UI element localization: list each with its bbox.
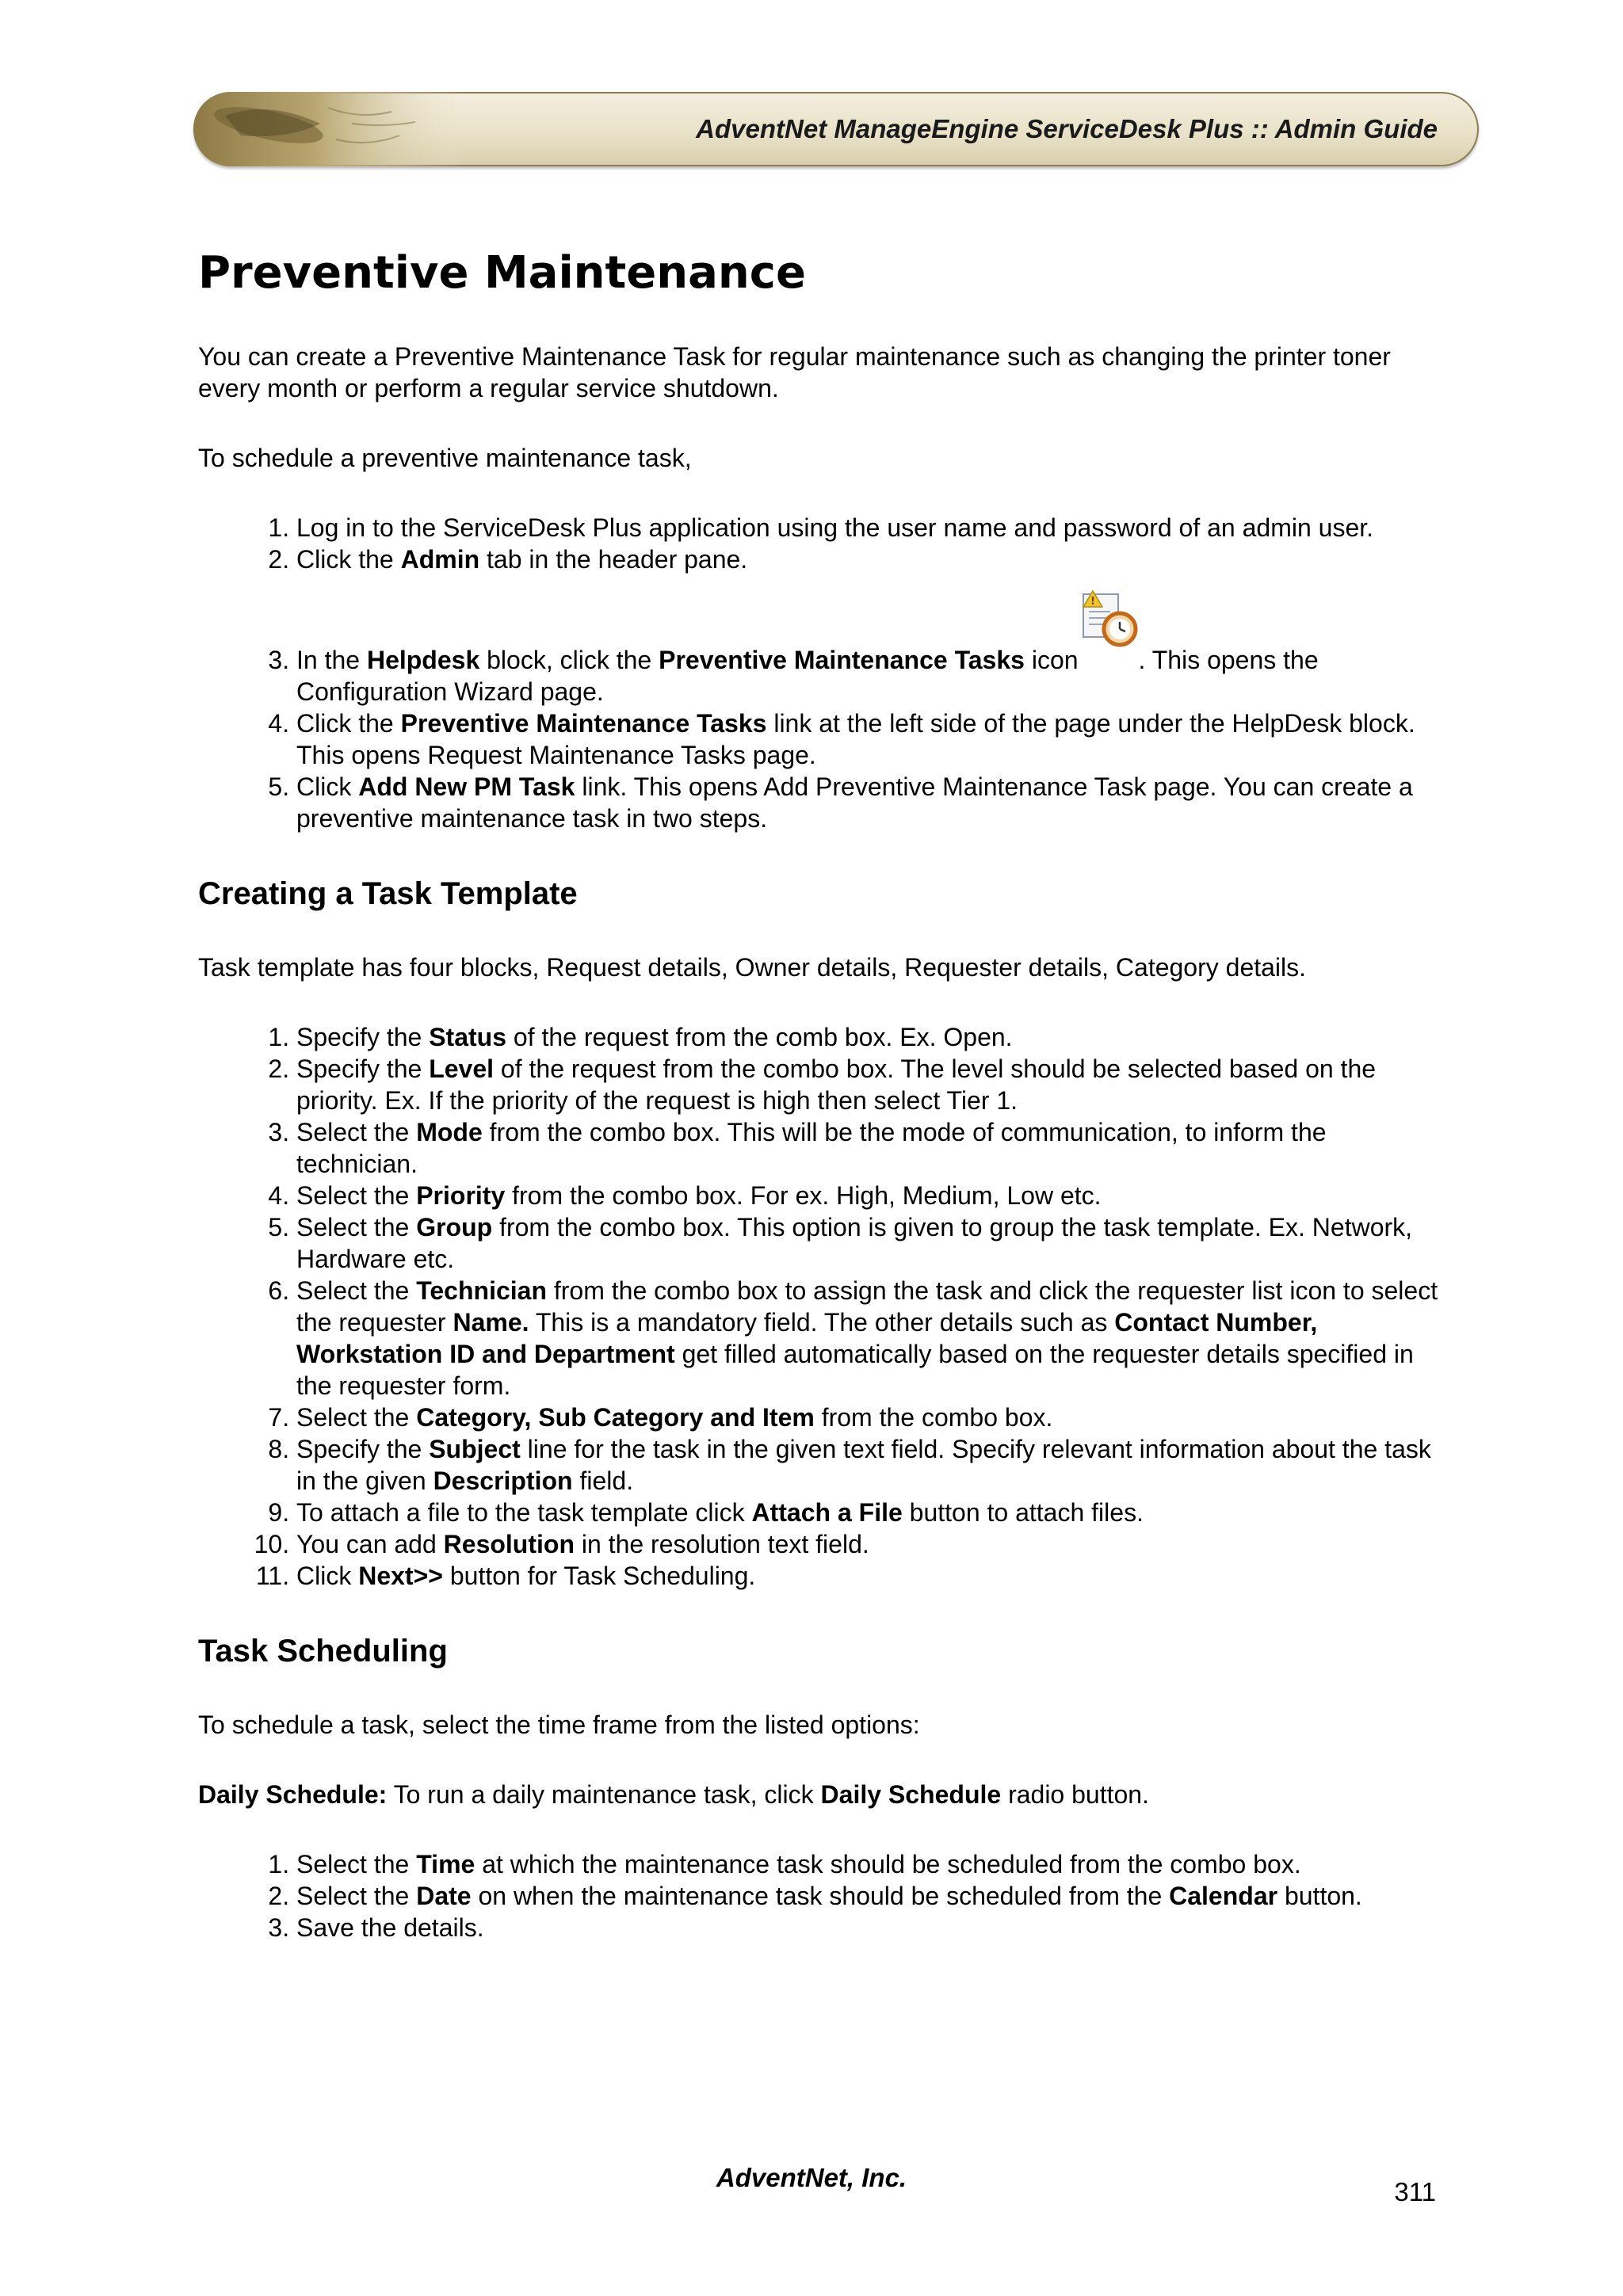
- list-item: 2. Click the Admin tab in the header pane.: [296, 543, 1442, 575]
- list-item: 8. Specify the Subject line for the task in the given text field. Specify relevant information about the task in the given Description field.: [296, 1433, 1442, 1497]
- task-template-intro: Task template has four blocks, Request details, Owner details, Requester details, Category details.: [198, 953, 1307, 982]
- footer-company: AdventNet, Inc.: [716, 2163, 907, 2192]
- list-item: 2. Specify the Level of the request from the combo box. The level should be selected based on the priority. Ex. If the priority of the request is high then select Tier 1.: [296, 1053, 1442, 1116]
- task-scheduling-intro: To schedule a task, select the time frame from the listed options:: [198, 1711, 920, 1739]
- list-item: 7. Select the Category, Sub Category and Item from the combo box.: [296, 1402, 1442, 1433]
- section-heading-task-template: Creating a Task Template: [198, 876, 578, 911]
- intro-lead: To schedule a preventive maintenance task,: [198, 444, 692, 472]
- page-number: 311: [1394, 2177, 1436, 2206]
- list-item: 3. Select the Mode from the combo box. This will be the mode of communication, to inform the technician.: [296, 1116, 1442, 1180]
- list-item: 2. Select the Date on when the maintenance task should be scheduled from the Calendar button.: [296, 1880, 1442, 1912]
- list-item: 5. Click Add New PM Task link. This opens Add Preventive Maintenance Task page. You can create a preventive maintenance task in two steps.: [296, 771, 1442, 834]
- list-item: 5. Select the Group from the combo box. This option is given to group the task template. Ex. Network, Hardware etc.: [296, 1211, 1442, 1275]
- daily-schedule-paragraph: Daily Schedule: To run a daily maintenance task, click Daily Schedule radio button.: [198, 1780, 1149, 1809]
- document-body: [198, 246, 1442, 1943]
- list-item: 10. You can add Resolution in the resolution text field.: [296, 1528, 1442, 1560]
- task-template-steps-list: [198, 1021, 1442, 1592]
- list-item: 1. Specify the Status of the request from the comb box. Ex. Open.: [296, 1021, 1442, 1053]
- list-item: 9. To attach a file to the task template click Attach a File button to attach files.: [296, 1497, 1442, 1528]
- list-item: 1. Log in to the ServiceDesk Plus application using the user name and password of an admin user.: [296, 512, 1442, 543]
- list-item: 3. In the Helpdesk block, click the Preventive Maintenance Tasks icon ! . This opens the Configuration Wizard page.: [296, 612, 1442, 707]
- decorative-banner-art-icon: [193, 92, 463, 166]
- intro-paragraph: You can create a Preventive Maintenance Task for regular maintenance such as changing the printer toner every month or perform a regular service shutdown.: [198, 342, 1391, 402]
- header-title: AdventNet ManageEngine ServiceDesk Plus :: Admin Guide: [696, 114, 1438, 143]
- list-item: 11. Click Next>> button for Task Scheduling.: [296, 1560, 1442, 1592]
- daily-schedule-steps-list: [198, 1848, 1442, 1943]
- list-item: 6. Select the Technician from the combo box to assign the task and click the requester list icon to select the requester Name. This is a mandatory field. The other details such as Contact Number, Workstation ID and Department get filled automatically based on the requester details specified in the requester form.: [296, 1275, 1442, 1402]
- page-title: Preventive Maintenance: [198, 247, 806, 299]
- list-item: 1. Select the Time at which the maintenance task should be scheduled from the combo box.: [296, 1848, 1442, 1880]
- header-banner: [193, 92, 1479, 166]
- schedule-steps-list: [198, 512, 1442, 834]
- list-item: 4. Click the Preventive Maintenance Tasks link at the left side of the page under the HelpDesk block. This opens Request Maintenance Tasks page.: [296, 707, 1442, 771]
- list-item: 4. Select the Priority from the combo box. For ex. High, Medium, Low etc.: [296, 1180, 1442, 1211]
- list-item: 3. Save the details.: [296, 1912, 1442, 1943]
- section-heading-task-scheduling: Task Scheduling: [198, 1634, 448, 1669]
- preventive-maintenance-tasks-icon: [1079, 588, 1140, 650]
- svg-text:!: !: [1090, 596, 1095, 608]
